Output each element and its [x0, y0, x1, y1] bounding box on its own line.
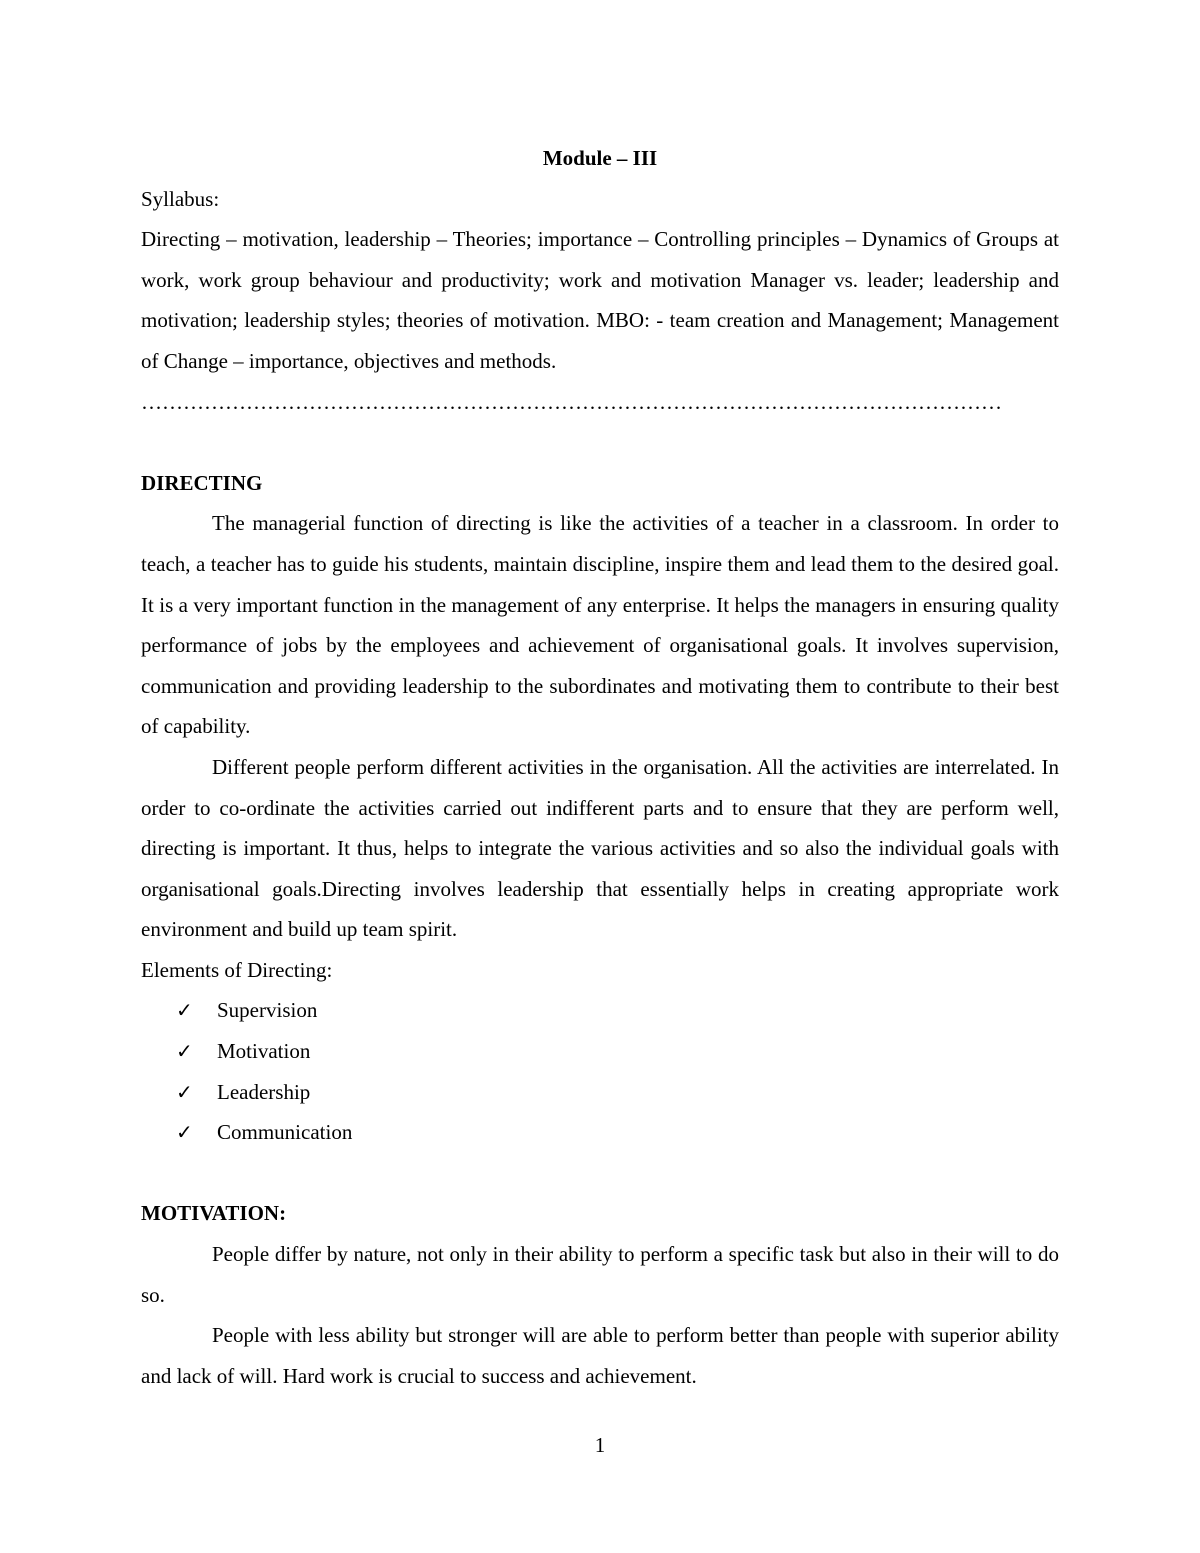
list-item-label: Supervision	[217, 998, 318, 1023]
spacer	[141, 1153, 1059, 1194]
document-page	[141, 138, 1059, 1396]
list-item-label: Motivation	[217, 1039, 311, 1064]
motivation-paragraph-2: People with less ability but stronger will are able to perform better than people with superior ability and lack of will. Hard work is crucial to success and achievement.	[141, 1323, 1059, 1388]
motivation-paragraph-1: People differ by nature, not only in their ability to perform a specific task but also in their will to do so.	[141, 1242, 1059, 1307]
separator-line: ……………………………………………………………………………………………………………	[141, 389, 1002, 414]
directing-paragraph-1: The managerial function of directing is like the activities of a teacher in a classroom. In order to teach, a teacher has to guide his students, maintain discipline, inspire them and lead them to the desired goal. It is a very important function in the management of any enterprise. It helps the managers in ensuring quality performance of jobs by the employees and achievement of organisational goals. It involves supervision, communication and providing leadership to the subordinates and motivating them to contribute to their best of capability.	[141, 511, 1059, 739]
motivation-heading: MOTIVATION:	[141, 1201, 287, 1226]
elements-list	[141, 990, 1059, 1152]
syllabus-text: Directing – motivation, leadership – Theories; importance – Controlling principles – Dynamics of Groups at work, work group behaviour and productivity; work and motivation Manager vs. leader; leadership and motivation; leadership styles; theories of motivation. MBO: - team creation and Management; Management of Change – importance, objectives and methods.	[141, 227, 1059, 373]
list-item	[141, 1072, 1059, 1113]
directing-heading: DIRECTING	[141, 470, 263, 495]
elements-label: Elements of Directing:	[141, 957, 333, 982]
spacer	[141, 422, 1059, 463]
list-item	[141, 990, 1059, 1031]
syllabus-label: Syllabus:	[141, 186, 220, 211]
checkmark-icon: ✓	[176, 1120, 193, 1145]
list-item	[141, 1112, 1059, 1153]
checkmark-icon: ✓	[176, 1079, 193, 1104]
list-item-label: Communication	[217, 1120, 353, 1145]
checkmark-icon: ✓	[176, 1039, 193, 1064]
page-number: 1	[594, 1433, 606, 1457]
list-item-label: Leadership	[217, 1079, 311, 1104]
checkmark-icon: ✓	[176, 998, 193, 1023]
list-item	[141, 1031, 1059, 1072]
module-title: Module – III	[542, 146, 658, 170]
directing-paragraph-2: Different people perform different activities in the organisation. All the activities are interrelated. In order to co-ordinate the activities carried out indifferent parts and to ensure that they are perform well, directing is important. It thus, helps to integrate the various activities and so also the individual goals with organisational goals.Directing involves leadership that essentially helps in creating appropriate work environment and build up team spirit.	[141, 754, 1059, 942]
